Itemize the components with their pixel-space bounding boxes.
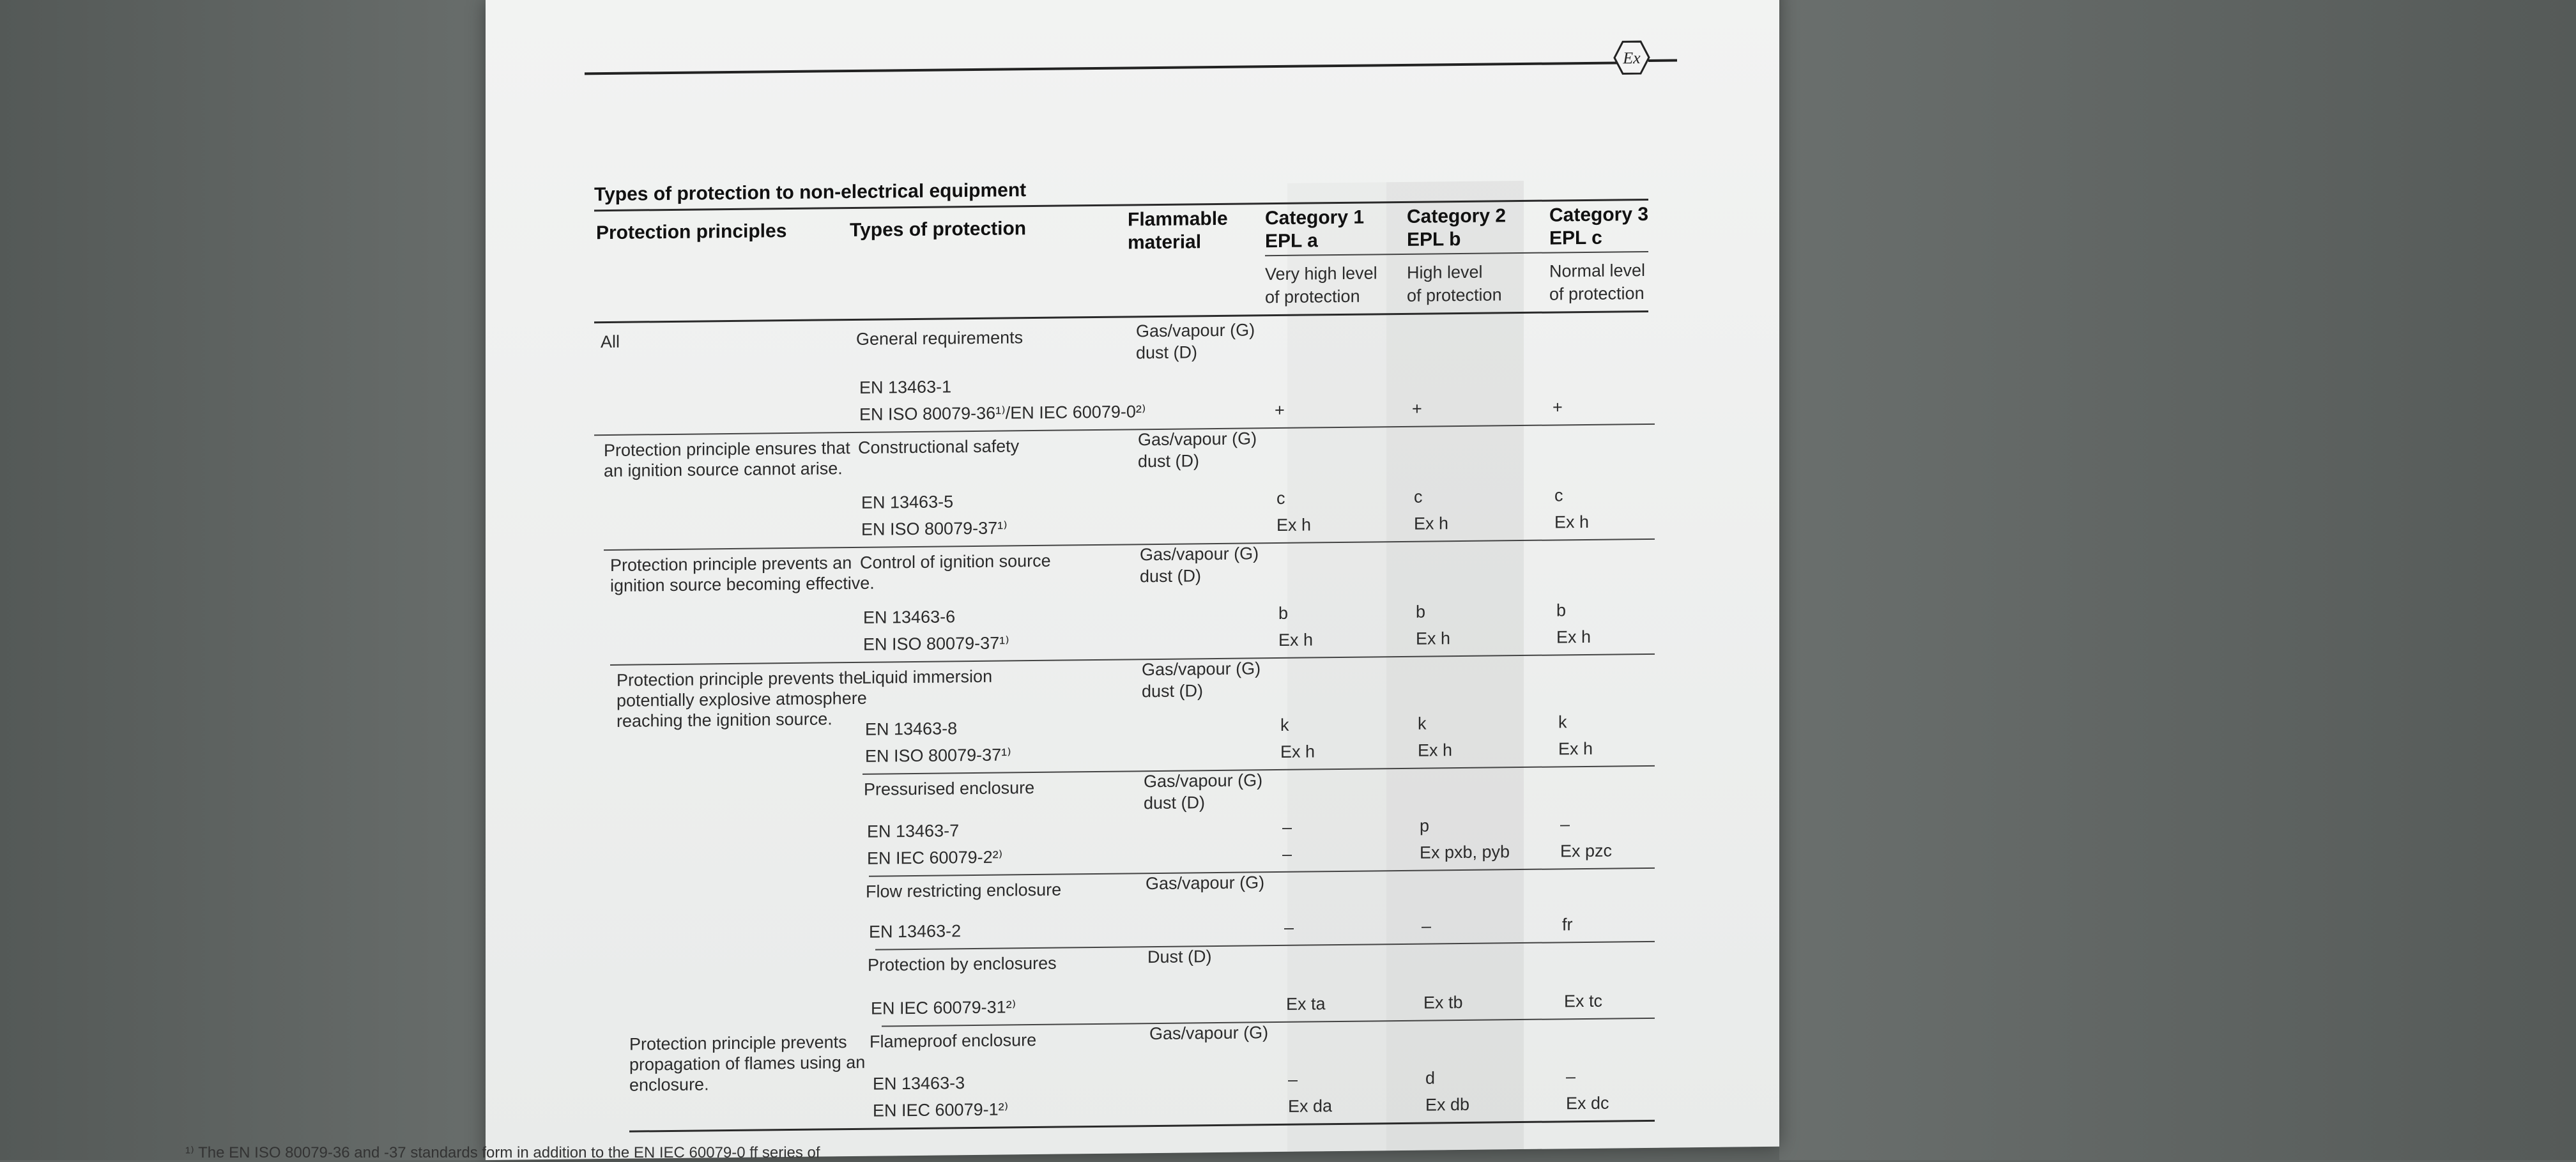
row-7-cat2-value: d (1425, 1068, 1436, 1088)
row-6-cat3-value: Ex tc (1564, 991, 1603, 1011)
row-0-type: General requirements (856, 328, 1023, 349)
row-7-cat1-value: Ex da (1288, 1096, 1333, 1116)
header-rule (585, 61, 1645, 75)
row-4-cat3-value: Ex pzc (1560, 841, 1613, 861)
table-title: Types of protection to non-electrical equipment (594, 180, 1027, 206)
row-7-cat3-value: – (1566, 1067, 1576, 1087)
row-3-principle-line: potentially explosive atmosphere (617, 688, 867, 710)
header-cat1-1: Category 1 (1265, 206, 1365, 229)
row-1-principle-line: an ignition source cannot arise. (604, 459, 843, 481)
background-left (0, 0, 486, 1160)
row-0-material: Gas/vapour (G) (1136, 320, 1255, 341)
header-types: Types of protection (850, 218, 1027, 241)
row-2-cat3-value: Ex h (1556, 627, 1591, 647)
row-7-principle-line: propagation of flames using an (629, 1052, 866, 1074)
row-4-type: Pressurised enclosure (864, 778, 1035, 799)
row-0-cat2-value: + (1412, 399, 1422, 418)
row-5-type: Flow restricting enclosure (866, 880, 1062, 901)
row-2-cat1-value: Ex h (1278, 630, 1314, 650)
header-cat3-1: Category 3 (1549, 203, 1649, 226)
header-principles: Protection principles (596, 220, 787, 244)
row-7-principle-line: enclosure. (629, 1074, 709, 1095)
row-1-cat3-value: Ex h (1554, 512, 1590, 532)
header-cat3-2: EPL c (1549, 227, 1602, 249)
row-1-cat3-value: c (1554, 485, 1563, 505)
row-2-principle-line: ignition source becoming effective. (610, 573, 875, 595)
row-1-type: Constructional safety (858, 436, 1020, 457)
row-4-material: dust (D) (1144, 793, 1206, 813)
row-7-standard: EN IEC 60079-1²⁾ (873, 1099, 1009, 1120)
row-3-material: dust (D) (1142, 681, 1204, 701)
row-4-standard: EN IEC 60079-2²⁾ (867, 847, 1003, 868)
row-5-rule (875, 941, 1655, 951)
row-7-standard: EN 13463-3 (873, 1073, 965, 1094)
row-1-material: dust (D) (1138, 451, 1200, 471)
row-7-principle-line: Protection principle prevents (629, 1032, 847, 1054)
header-cat2-1: Category 2 (1407, 205, 1506, 227)
ex-hexagon-icon (1613, 39, 1650, 77)
row-3-cat1-value: Ex h (1280, 742, 1315, 761)
background-right (1779, 0, 2576, 1160)
row-0-material: dust (D) (1136, 342, 1198, 363)
row-4-cat3-value: – (1560, 814, 1570, 834)
row-7-type: Flameproof enclosure (870, 1030, 1037, 1051)
row-6-standard: EN IEC 60079-31²⁾ (871, 997, 1016, 1018)
cat2-desc-2: of protection (1407, 285, 1502, 305)
row-2-standard: EN ISO 80079-37¹⁾ (863, 633, 1009, 654)
row-4-cat2-value: Ex pxb, pyb (1420, 842, 1510, 862)
header-cat1-2: EPL a (1265, 230, 1318, 252)
row-3-standard: EN ISO 80079-37¹⁾ (865, 745, 1011, 766)
header-rule-tail (1648, 59, 1677, 61)
row-4-cat1-value: – (1282, 844, 1292, 864)
cat3-desc-2: of protection (1549, 284, 1644, 304)
row-1-cat1-value: c (1276, 488, 1285, 508)
footnote: ¹⁾ The EN ISO 80079-36 and -37 standards form in addition to the EN IEC 60079-0 ff series of (185, 1144, 820, 1161)
row-7-material: Gas/vapour (G) (1149, 1023, 1269, 1044)
row-5-material: Gas/vapour (G) (1146, 873, 1265, 894)
row-3-cat3-value: k (1558, 712, 1567, 732)
row-3-principle-line: reaching the ignition source. (617, 709, 832, 731)
row-5-cat1-value: – (1284, 917, 1294, 937)
row-3-type: Liquid immersion (862, 666, 993, 687)
row-4-material: Gas/vapour (G) (1144, 770, 1263, 791)
row-2-cat2-value: b (1416, 602, 1426, 622)
row-0-cat3-value: + (1552, 397, 1563, 417)
row-7-cat3-value: Ex dc (1566, 1093, 1609, 1113)
header-material-2: material (1128, 231, 1202, 254)
header-cat2-2: EPL b (1407, 229, 1461, 250)
row-4-cat2-value: p (1420, 816, 1430, 836)
row-5-cat3-value: fr (1562, 915, 1573, 935)
row-0-cat1-value: + (1275, 400, 1285, 420)
row-2-principle-line: Protection principle prevents an (610, 553, 852, 575)
row-6-material: Dust (D) (1147, 947, 1212, 967)
header-material-1: Flammable (1128, 208, 1228, 231)
row-2-cat3-value: b (1556, 600, 1567, 620)
row-3-cat1-value: k (1280, 715, 1289, 735)
row-7-cat2-value: Ex db (1425, 1094, 1470, 1115)
row-0-standard: EN 13463-1 (859, 377, 952, 397)
row-0-standard: EN ISO 80079-36¹⁾/EN IEC 60079-0²⁾ (859, 402, 1146, 424)
row-1-standard: EN 13463-5 (861, 492, 954, 512)
row-1-cat2-value: c (1414, 487, 1423, 507)
row-0-principle-line: All (601, 332, 620, 352)
row-4-cat1-value: – (1282, 817, 1292, 837)
row-5-standard: EN 13463-2 (869, 921, 962, 942)
row-1-cat2-value: Ex h (1414, 514, 1449, 533)
row-3-standard: EN 13463-8 (865, 719, 958, 739)
row-2-cat2-value: Ex h (1416, 629, 1451, 648)
row-4-standard: EN 13463-7 (867, 821, 960, 841)
cat2-desc-1: High level (1407, 262, 1483, 282)
cat1-desc-2: of protection (1265, 286, 1360, 307)
row-2-type: Control of ignition source (860, 551, 1051, 572)
cat1-desc-1: Very high level (1265, 263, 1377, 284)
row-5-cat2-value: – (1422, 916, 1432, 936)
row-3-cat2-value: Ex h (1418, 740, 1453, 760)
row-1-cat1-value: Ex h (1276, 515, 1312, 535)
row-3-cat2-value: k (1418, 714, 1427, 733)
row-6-cat1-value: Ex ta (1286, 994, 1326, 1014)
ex-logo-text: Ex (1623, 49, 1641, 68)
row-2-standard: EN 13463-6 (863, 607, 956, 627)
document-page (486, 0, 1779, 1160)
row-6-type: Protection by enclosures (868, 953, 1057, 975)
row-1-material: Gas/vapour (G) (1138, 429, 1257, 450)
row-1-standard: EN ISO 80079-37¹⁾ (861, 518, 1008, 539)
row-7-cat1-value: – (1288, 1069, 1298, 1089)
row-2-material: dust (D) (1140, 566, 1202, 586)
row-2-material: Gas/vapour (G) (1140, 544, 1259, 565)
row-3-material: Gas/vapour (G) (1142, 659, 1261, 680)
row-2-cat1-value: b (1278, 603, 1289, 623)
row-1-principle-line: Protection principle ensures that (604, 438, 850, 461)
row-3-cat3-value: Ex h (1558, 738, 1593, 759)
row-3-principle-line: Protection principle prevents the (617, 668, 863, 690)
cat3-desc-1: Normal level (1549, 260, 1646, 281)
row-6-cat2-value: Ex tb (1423, 992, 1463, 1013)
